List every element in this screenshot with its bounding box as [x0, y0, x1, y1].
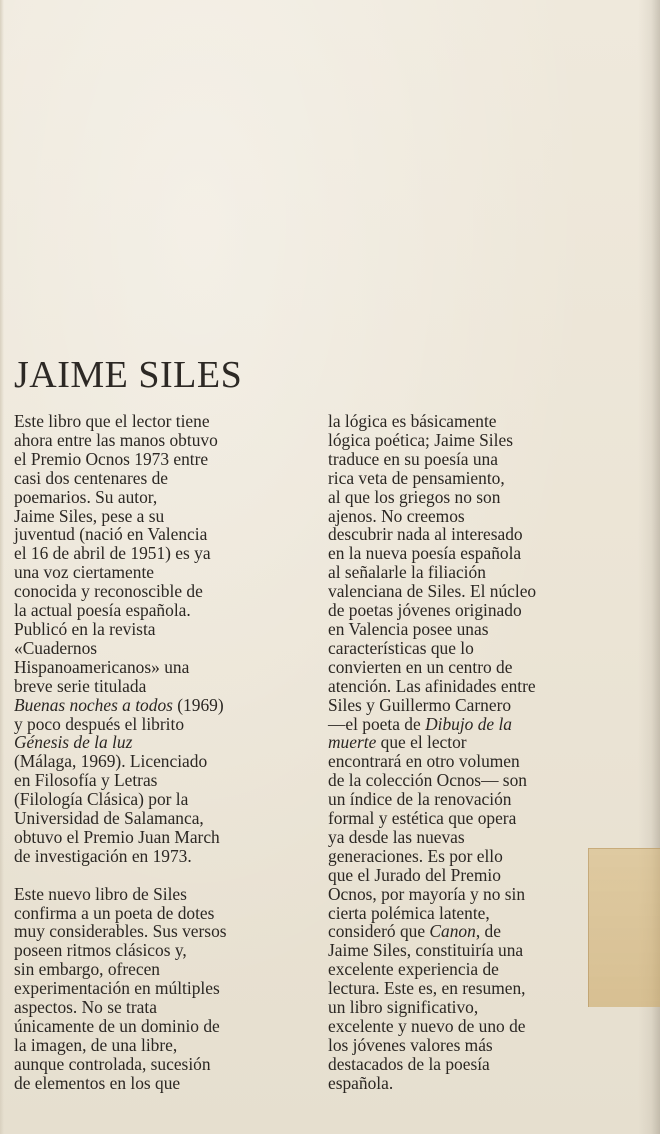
text-line	[14, 431, 306, 450]
text-line	[14, 922, 306, 941]
text-line	[14, 715, 306, 734]
text-segment: características que lo	[328, 637, 474, 658]
text-segment: «Cuadernos	[14, 637, 98, 658]
text-segment: traduce en su poesía una	[328, 448, 498, 469]
text-line	[14, 620, 306, 639]
text-line	[328, 809, 628, 828]
text-segment: (Málaga, 1969). Licenciado	[14, 751, 208, 772]
author-name: JAIME SILES	[14, 354, 243, 396]
text-segment: cierta polémica latente,	[328, 902, 490, 923]
text-line	[14, 885, 306, 904]
italic-title: Dibujo de la	[425, 713, 513, 734]
text-line	[14, 582, 306, 601]
text-line	[328, 469, 628, 488]
text-line	[14, 752, 306, 771]
text-line	[328, 507, 628, 526]
text-segment: de elementos en los que	[14, 1072, 181, 1093]
text-line	[328, 998, 628, 1017]
text-line	[328, 525, 628, 544]
text-segment: Hispanoamericanos» una	[14, 656, 190, 677]
text-segment: casi dos centenares de	[14, 467, 169, 488]
text-line	[14, 412, 306, 431]
text-line	[14, 1074, 306, 1093]
text-line	[14, 488, 306, 507]
italic-title: Génesis de la luz	[14, 732, 133, 753]
text-segment: únicamente de un dominio de	[14, 1015, 220, 1036]
text-line	[328, 715, 628, 734]
text-segment: Ocnos, por mayoría y no sin	[328, 883, 526, 904]
text-line	[328, 885, 628, 904]
text-segment: ajenos. No creemos	[328, 505, 465, 526]
text-line	[328, 450, 628, 469]
text-line	[328, 488, 628, 507]
text-line	[328, 790, 628, 809]
text-line	[328, 866, 628, 885]
blurb-left-column	[14, 412, 306, 1093]
text-segment: excelente experiencia de	[328, 959, 499, 980]
text-segment: convierten en un centro de	[328, 656, 513, 677]
text-segment: descubrir nada al interesado	[328, 524, 523, 545]
text-line	[14, 733, 306, 752]
text-segment: obtuvo el Premio Juan March	[14, 826, 220, 847]
paragraph-break	[14, 866, 306, 885]
text-segment: que el lector	[376, 732, 467, 753]
text-segment: valenciana de Siles. El núcleo	[328, 581, 537, 602]
text-line	[328, 941, 628, 960]
text-segment: experimentación en múltiples	[14, 978, 220, 999]
text-line	[328, 904, 628, 923]
text-line	[14, 790, 306, 809]
text-segment: el 16 de abril de 1951) es ya	[14, 543, 211, 564]
text-line	[14, 544, 306, 563]
text-segment: una voz ciertamente	[14, 562, 155, 583]
text-line	[14, 450, 306, 469]
text-segment: poseen ritmos clásicos y,	[14, 940, 187, 961]
text-segment: Este nuevo libro de Siles	[14, 883, 187, 904]
text-line	[328, 696, 628, 715]
text-line	[328, 431, 628, 450]
text-line	[14, 469, 306, 488]
text-segment: el Premio Ocnos 1973 entre	[14, 448, 209, 469]
text-segment: encontrará en otro volumen	[328, 751, 520, 772]
text-line	[328, 412, 628, 431]
text-segment: Publicó en la revista	[14, 618, 156, 639]
cover-left-edge	[0, 0, 4, 1134]
text-segment: excelente y nuevo de uno de	[328, 1016, 526, 1036]
italic-title: Buenas noches a todos	[14, 694, 173, 715]
text-segment: Jaime Siles, pese a su	[14, 505, 165, 526]
text-segment: Siles y Guillermo Carnero	[328, 694, 512, 715]
text-segment: generaciones. Es por ello	[328, 845, 503, 866]
text-segment: la lógica es básicamente	[328, 411, 497, 431]
text-segment: la imagen, de una libre,	[14, 1034, 178, 1055]
text-line	[328, 677, 628, 696]
text-line	[328, 922, 628, 941]
text-segment: en la nueva poesía española	[328, 543, 522, 564]
text-line	[328, 828, 628, 847]
text-segment: de investigación en 1973.	[14, 845, 192, 866]
text-line	[14, 828, 306, 847]
text-segment: un índice de la renovación	[328, 789, 512, 810]
text-line	[328, 1036, 628, 1055]
text-line	[14, 601, 306, 620]
text-line	[328, 733, 628, 752]
text-segment: la actual poesía española.	[14, 600, 191, 621]
text-segment: ya desde las nuevas	[328, 826, 465, 847]
text-line	[328, 563, 628, 582]
text-line	[14, 525, 306, 544]
text-line	[328, 582, 628, 601]
text-line	[328, 1017, 628, 1036]
text-segment: conocida y reconoscible de	[14, 581, 203, 602]
text-line	[328, 752, 628, 771]
text-line	[14, 847, 306, 866]
text-segment: —el poeta de	[328, 713, 426, 734]
text-segment: destacados de la poesía	[328, 1053, 490, 1074]
text-line	[14, 941, 306, 960]
text-line	[14, 507, 306, 526]
text-line	[14, 979, 306, 998]
text-line	[328, 601, 628, 620]
text-line	[328, 620, 628, 639]
text-line	[14, 1017, 306, 1036]
text-line	[328, 1055, 628, 1074]
text-line	[328, 771, 628, 790]
text-segment: rica veta de pensamiento,	[328, 467, 505, 488]
text-segment: al que los griegos no son	[328, 486, 501, 507]
text-line	[328, 1074, 628, 1093]
text-line	[328, 960, 628, 979]
text-segment: breve serie titulada	[14, 675, 147, 696]
text-line	[14, 960, 306, 979]
text-segment: (Filología Clásica) por la	[14, 789, 189, 810]
text-segment: aspectos. No se trata	[14, 997, 157, 1018]
text-segment: que el Jurado del Premio	[328, 864, 501, 885]
text-segment: (1969)	[172, 694, 224, 715]
text-segment: Universidad de Salamanca,	[14, 808, 204, 829]
text-segment: sin embargo, ofrecen	[14, 959, 160, 980]
text-segment: un libro significativo,	[328, 997, 479, 1018]
text-line	[14, 658, 306, 677]
blurb-right-column	[328, 412, 628, 1093]
text-line	[14, 1055, 306, 1074]
text-segment: atención. Las afinidades entre	[328, 675, 536, 696]
text-segment: en Filosofía y Letras	[14, 770, 158, 791]
text-segment: poemarios. Su autor,	[14, 486, 158, 507]
text-line	[14, 809, 306, 828]
text-line	[328, 544, 628, 563]
text-line	[14, 1036, 306, 1055]
text-segment: lógica poética; Jaime Siles	[328, 429, 513, 450]
text-line	[328, 639, 628, 658]
text-segment: ahora entre las manos obtuvo	[14, 429, 218, 450]
text-segment: y poco después el librito	[14, 713, 185, 734]
text-segment: Jaime Siles, constituiría una	[328, 940, 524, 961]
text-segment: juventud (nació en Valencia	[14, 524, 208, 545]
text-line	[14, 696, 306, 715]
text-segment: en Valencia posee unas	[328, 618, 489, 639]
text-segment: muy considerables. Sus versos	[14, 921, 227, 942]
text-segment: de poetas jóvenes originado	[328, 600, 522, 621]
text-segment: consideró que	[328, 921, 430, 942]
text-segment: aunque controlada, sucesión	[14, 1053, 211, 1074]
italic-title: Canon	[429, 921, 476, 942]
text-line	[328, 847, 628, 866]
text-segment: formal y estética que opera	[328, 808, 517, 829]
text-segment: Este libro que el lector tiene	[14, 411, 210, 431]
text-segment: de la colección Ocnos— son	[328, 770, 527, 791]
text-segment: los jóvenes valores más	[328, 1034, 493, 1055]
text-line	[14, 563, 306, 582]
text-segment: española.	[328, 1072, 394, 1093]
text-segment: lectura. Este es, en resumen,	[328, 978, 526, 999]
text-line	[14, 771, 306, 790]
text-segment: al señalarle la filiación	[328, 562, 486, 583]
text-line	[328, 979, 628, 998]
text-line	[14, 904, 306, 923]
text-line	[14, 677, 306, 696]
italic-title: muerte	[328, 732, 377, 753]
text-segment: confirma a un poeta de dotes	[14, 902, 215, 923]
text-line	[14, 998, 306, 1017]
text-segment: , de	[475, 921, 501, 942]
text-line	[328, 658, 628, 677]
text-line	[14, 639, 306, 658]
